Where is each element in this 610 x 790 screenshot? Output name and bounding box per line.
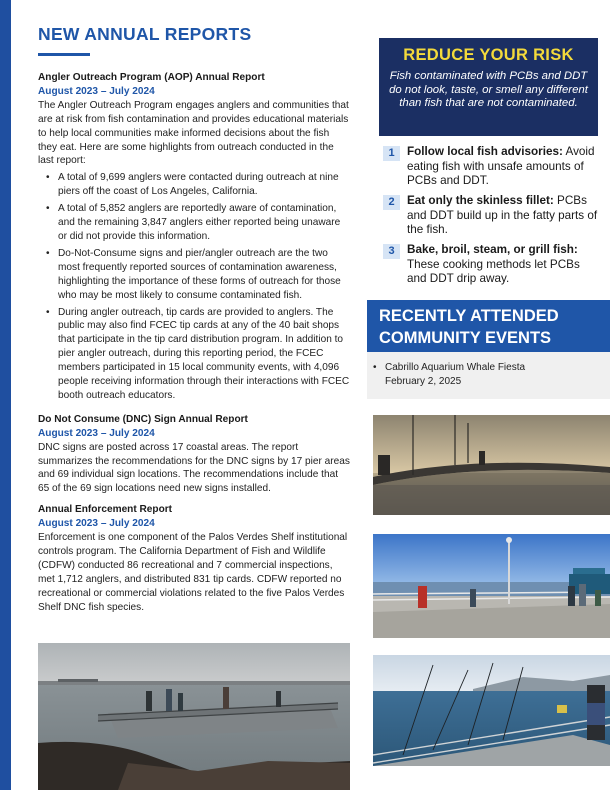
tip-item-3 <box>383 243 601 287</box>
tip-number-badge: 3 <box>383 244 400 259</box>
left-accent-bar <box>0 0 11 790</box>
reduce-risk-box <box>379 38 598 136</box>
reduce-risk-body: Fish contaminated with PCBs and DDT do not look, taste, or smell any different than fish that are not contaminated. <box>389 70 588 110</box>
tip-heading: Bake, broil, steam, or grill fish: <box>407 243 578 256</box>
enforcement-report-title: Annual Enforcement Report <box>38 504 173 516</box>
tip-number-badge: 2 <box>383 195 400 210</box>
sunset-pier-photo <box>373 415 610 515</box>
dnc-report-date: August 2023 – July 2024 <box>38 427 155 439</box>
pier-walkway-photo <box>373 534 610 638</box>
dnc-report-title: Do Not Consume (DNC) Sign Annual Report <box>38 413 248 425</box>
title-underline <box>38 53 90 56</box>
list-item <box>385 361 525 389</box>
fishing-rods-photo <box>373 655 610 766</box>
list-item: • A total of 5,852 anglers are reportedly aware of contamination, and the remaining 3,847 anglers either reported being unaware or did not provide this information. <box>38 202 350 244</box>
tip-body: Avoid eating fish with unsafe amounts of PCBs and DDT. <box>407 145 595 188</box>
enforcement-report-date: August 2023 – July 2024 <box>38 518 155 530</box>
list-item: • A total of 9,699 anglers were contacted during outreach at nine piers off the coast of Los Angeles, California. <box>38 171 350 199</box>
tip-item-2 <box>383 194 601 238</box>
tip-number-badge: 1 <box>383 146 400 161</box>
dnc-report-body: DNC signs are posted across 17 coastal areas. The report summarizes the recommendations for the DNC signs by 17 pier areas and 69 individual sign locations. The recommendations include that 65 of the 69 sign locations need new signs installed. <box>38 441 350 495</box>
tip-body: These cooking methods let PCBs and DDT drip away. <box>407 257 580 286</box>
aop-intro: The Angler Outreach Program engages anglers and communities that are at risk from fish contamination and provides educational materials to help local communities make informed decisions about the fish they eat. Here are some highlights from outreach conducted in the last report: <box>38 99 349 167</box>
tip-body: PCBs and DDT build up in the fatty parts of the fish. <box>407 194 598 237</box>
page-title: NEW ANNUAL REPORTS <box>38 24 252 44</box>
list-item: • Do-Not-Consume signs and pier/angler outreach are the two most frequently reported sources of contamination awareness, highlighting the importance of these forms of outreach for those who may be most likely to consume contaminated fish. <box>38 247 350 303</box>
pier-anglers-photo <box>38 643 350 790</box>
tip-heading: Eat only the skinless fillet: <box>407 194 554 207</box>
aop-report-title: Angler Outreach Program (AOP) Annual Report <box>38 72 265 83</box>
reduce-risk-title: REDUCE YOUR RISK <box>403 46 574 64</box>
events-list <box>367 352 610 399</box>
aop-highlights-list <box>38 171 350 403</box>
tip-item-1 <box>383 145 601 189</box>
events-header <box>367 300 610 352</box>
events-title-line1: RECENTLY ATTENDED <box>379 307 559 325</box>
reports-column <box>38 71 350 615</box>
list-item: • During angler outreach, tip cards are provided to anglers. The public may also find FCEC tip cards at any of the 40 bait shops that participate in the tip card distribution program. In addition to pier angler outreach, during this reporting period, the FCEC members participated in 15 local community events, with 4,096 people receiving information through their interactions with FCEC booth outreach educators. <box>38 306 350 403</box>
tip-heading: Follow local fish advisories: <box>407 145 563 158</box>
event-date: February 2, 2025 <box>385 375 462 387</box>
events-title-line2: COMMUNITY EVENTS <box>379 329 552 347</box>
event-name: • Cabrillo Aquarium Whale Fiesta <box>385 362 526 373</box>
enforcement-report-body: Enforcement is one component of the Palos Verdes Shelf institutional controls program. The California Department of Fish and Wildlife (CDFW) conducted 86 recreational and 7 commercial inspections, met 1,712 anglers, and distributed 831 tip cards. CDFW reported no recreational or commercial violations related to the five Palos Verdes Shelf DNC fish species. <box>38 532 348 613</box>
aop-report-date: August 2023 – July 2024 <box>38 85 155 97</box>
